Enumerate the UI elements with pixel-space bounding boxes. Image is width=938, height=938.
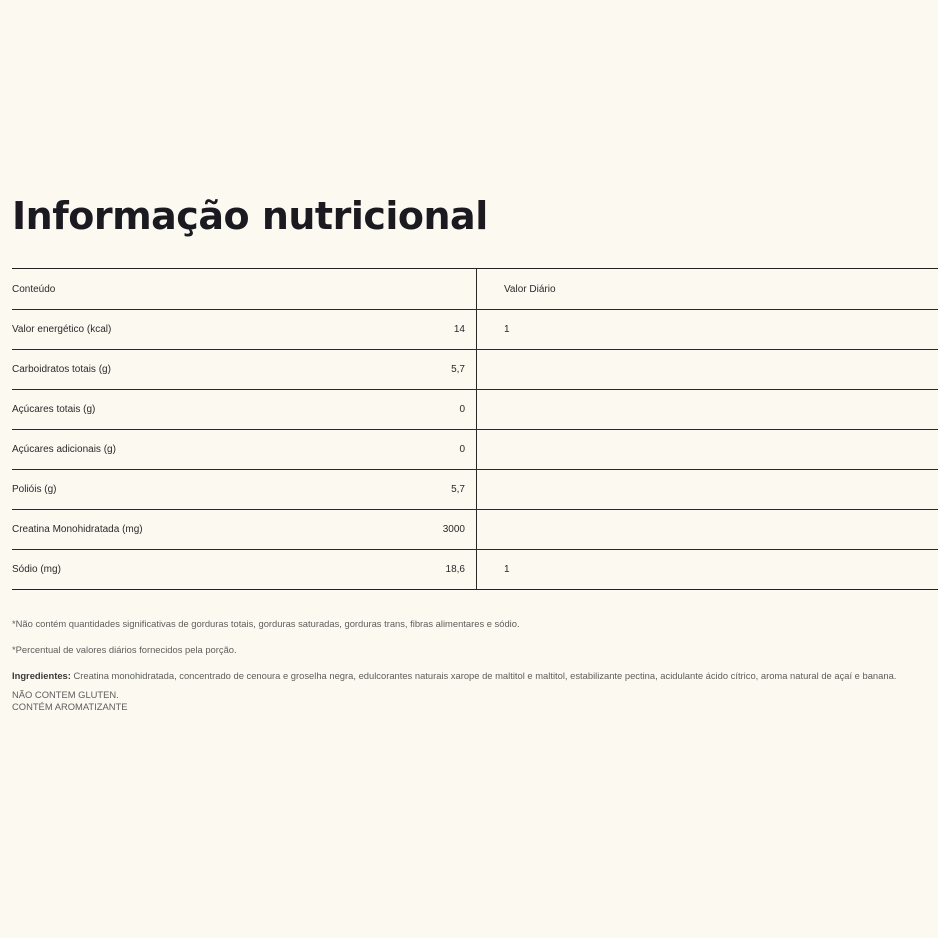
table-row [12,389,938,429]
nutrient-daily-value [476,430,938,469]
amount-column-header [422,269,465,309]
footnotes [12,618,932,713]
daily-percent-note: *Percentual de valores diários fornecidos pela porção. [12,644,237,655]
ingredients-label: Ingredientes: [12,670,71,681]
nutrient-daily-value: 1 [476,550,938,589]
nutrient-label: Carboidratos totais (g) [12,364,111,375]
nutrient-label: Açúcares adicionais (g) [12,444,116,455]
gluten-note: NÃO CONTEM GLUTEN. [12,689,119,700]
nutrient-label: Açúcares totais (g) [12,404,96,415]
nutrient-amount: 0 [459,444,465,455]
nutrient-amount: 14 [453,324,465,335]
table-row [12,429,938,469]
nutrition-table [12,268,938,590]
nutrient-label: Sódio (mg) [12,564,61,575]
table-header-row [12,269,938,309]
nutrient-daily-value [476,390,938,429]
nutrient-daily-value [476,350,938,389]
nutrient-daily-value: 1 [476,310,938,349]
nutrient-amount: 5,7 [451,484,465,495]
nutrient-daily-value [476,470,938,509]
table-row [12,469,938,509]
nutrient-amount: 5,7 [451,364,465,375]
nutrient-label: Polióis (g) [12,484,57,495]
nutrient-daily-value [476,510,938,549]
table-row [12,309,938,349]
nutrient-amount: 18,6 [445,564,465,575]
nutrient-label: Valor energético (kcal) [12,324,112,335]
page-title: Informação nutricional [12,194,488,238]
table-row [12,509,938,549]
ingredients-text: Creatina monohidratada, concentrado de cenoura e groselha negra, edulcorantes naturais xarope de maltitol e maltitol, estabilizante pectina, acidulante ácido cítrico, aroma natural de açaí e banana. [70,670,897,681]
table-row [12,549,938,589]
nutrient-amount: 0 [459,404,465,415]
nutrient-label: Creatina Monohidratada (mg) [12,524,143,535]
table-row [12,349,938,389]
daily-value-column-header: Valor Diário [476,269,938,309]
not-significant-note: *Não contém quantidades significativas de gorduras totais, gorduras saturadas, gorduras trans, fibras alimentares e sódio. [12,618,520,629]
content-column-header: Conteúdo [12,283,56,295]
flavoring-note: CONTÉM AROMATIZANTE [12,701,128,712]
nutrient-amount: 3000 [442,524,465,535]
ingredients-note [12,670,932,682]
